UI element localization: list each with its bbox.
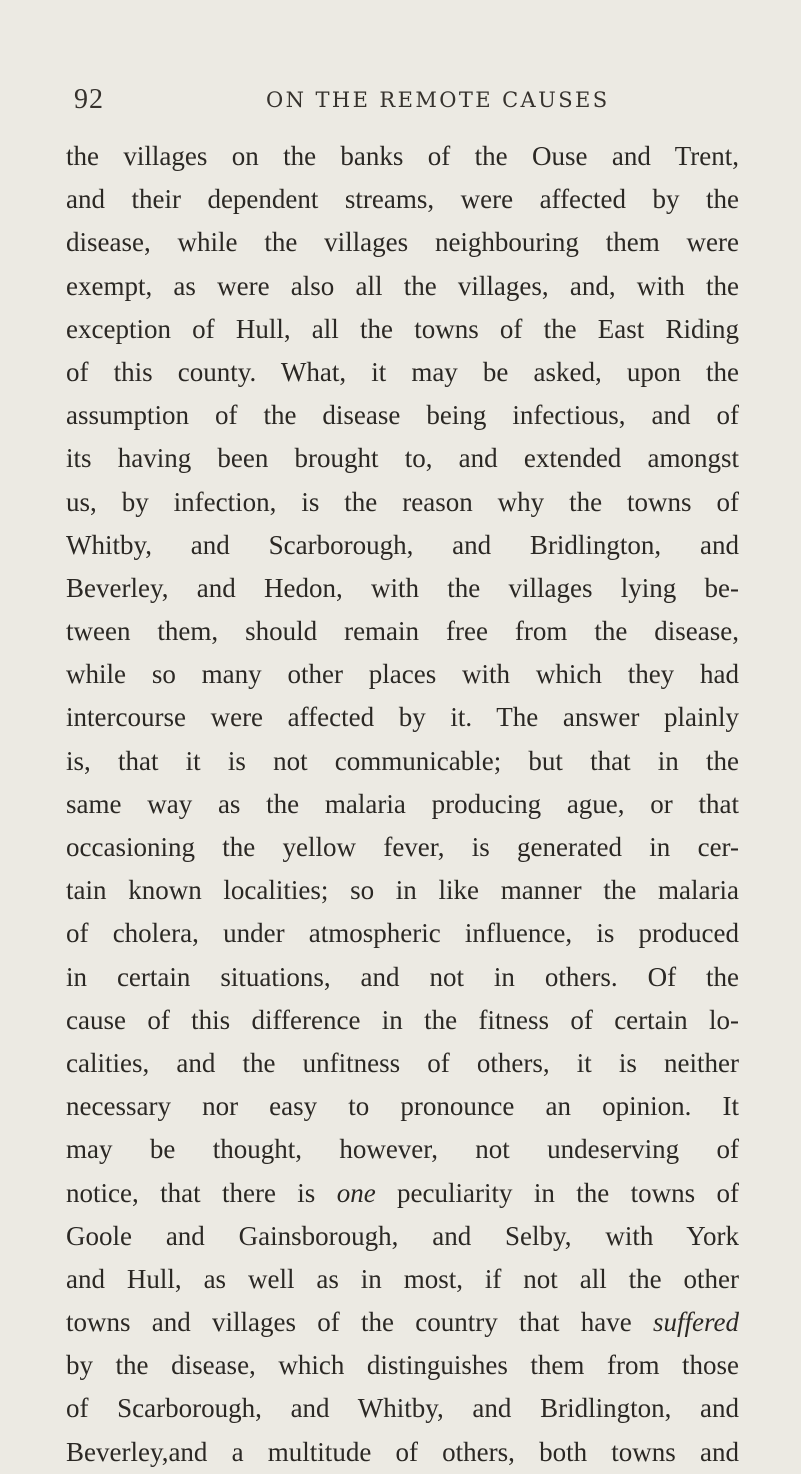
text-line: and their dependent streams, were affected by the <box>66 184 739 215</box>
body-text <box>66 135 739 1474</box>
text-line: cause of this difference in the fitness of certain lo- <box>66 1004 739 1035</box>
text-line: of cholera, under atmospheric influence, is produced <box>66 918 739 949</box>
text-line: exempt, as were also all the villages, and, with the <box>66 270 739 301</box>
text-line: notice, that there is one peculiarity in the towns of <box>66 1177 739 1208</box>
text-line: occasioning the yellow fever, is generated in cer- <box>66 832 739 862</box>
text-line: of Scarborough, and Whitby, and Bridlington, and <box>66 1393 739 1424</box>
text-line: Goole and Gainsborough, and Selby, with York <box>66 1220 739 1251</box>
italic-word: one <box>336 1177 376 1208</box>
text-line: tween them, should remain free from the disease, <box>66 616 739 647</box>
text-line: by the disease, which distinguishes them from those <box>66 1350 739 1381</box>
italic-word: suffered <box>653 1307 739 1338</box>
text-line: its having been brought to, and extended amongst <box>66 443 739 474</box>
text-line: the villages on the banks of the Ouse and Trent, <box>66 141 739 171</box>
page-number: 92 <box>74 84 104 115</box>
text-line: intercourse were affected by it. The answer plainly <box>66 702 739 733</box>
text-line: is, that it is not communicable; but that in the <box>66 745 739 776</box>
text-line: of this county. What, it may be asked, upon the <box>66 356 739 387</box>
running-head <box>66 84 739 120</box>
running-title: ON THE REMOTE CAUSES <box>266 88 610 112</box>
text-line: disease, while the villages neighbouring them were <box>66 227 739 258</box>
text-line: while so many other places with which they had <box>66 659 739 690</box>
text-line: tain known localities; so in like manner the malaria <box>66 875 739 906</box>
text-line: exception of Hull, all the towns of the East Riding <box>66 313 739 344</box>
text-line: towns and villages of the country that have suffered <box>66 1307 739 1338</box>
text-line: assumption of the disease being infectious, and of <box>66 400 739 431</box>
text-line: and Hull, as well as in most, if not all the other <box>66 1263 739 1294</box>
text-line: same way as the malaria producing ague, or that <box>66 788 739 819</box>
text-line: Whitby, and Scarborough, and Bridlington, and <box>66 529 739 560</box>
text-line: necessary nor easy to pronounce an opinion. It <box>66 1091 739 1122</box>
text-line: us, by infection, is the reason why the towns of <box>66 486 739 517</box>
text-line: may be thought, however, not undeserving of <box>66 1134 739 1165</box>
text-line: Beverley, and Hedon, with the villages lying be- <box>66 572 739 603</box>
text-line: calities, and the unfitness of others, it is neither <box>66 1047 739 1078</box>
text-line: Beverley,and a multitude of others, both towns and <box>66 1436 739 1467</box>
text-line: in certain situations, and not in others. Of the <box>66 961 739 992</box>
